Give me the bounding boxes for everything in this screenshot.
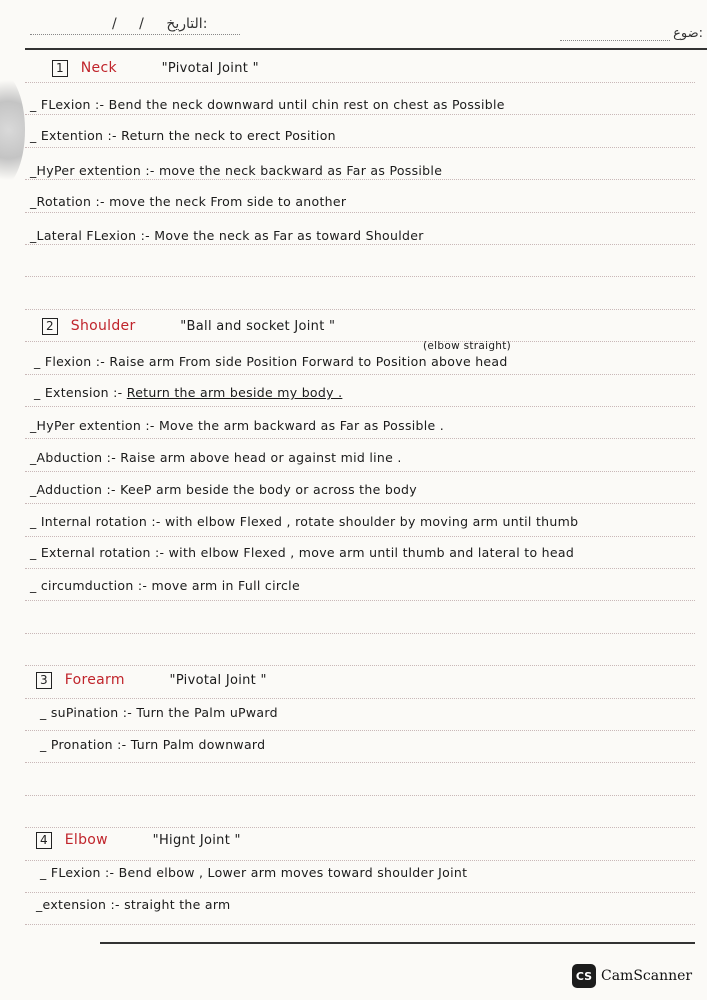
- section-title: Neck: [80, 60, 117, 76]
- rule-line: [25, 633, 695, 634]
- list-item: [30, 578, 300, 593]
- list-item: [30, 128, 336, 143]
- list-item: [30, 514, 578, 529]
- joint-type: "Ball and socket Joint ": [180, 319, 336, 334]
- bottom-rule: [100, 942, 695, 944]
- term: _Rotation :-: [30, 194, 105, 209]
- rule-line: [25, 212, 695, 213]
- term: _ Internal rotation :-: [30, 514, 161, 529]
- rule-line: [25, 795, 695, 796]
- term: _ Extention :-: [30, 128, 117, 143]
- definition: with elbow Flexed , rotate shoulder by moving arm until thumb: [164, 514, 579, 529]
- rule-line: [25, 114, 695, 115]
- date-label: التاريخ:: [166, 16, 208, 32]
- term: _HyPer extention :-: [30, 418, 155, 433]
- list-item: [30, 418, 444, 433]
- list-item: [40, 865, 467, 880]
- rule-line: [25, 503, 695, 504]
- term: _Adduction :-: [30, 482, 116, 497]
- rule-line: [25, 536, 695, 537]
- rule-line: [25, 827, 695, 828]
- rule-line: [25, 860, 695, 861]
- section-title: Shoulder: [70, 318, 136, 334]
- term: _ circumduction :-: [30, 578, 148, 593]
- term: _ Extension :-: [34, 385, 123, 400]
- rule-line: [25, 892, 695, 893]
- rule-line: [25, 730, 695, 731]
- term: _Lateral FLexion :-: [30, 228, 150, 243]
- rule-line: [25, 309, 695, 310]
- list-item: [30, 97, 505, 112]
- section-title: Forearm: [64, 672, 125, 688]
- section-number: 1: [52, 60, 68, 77]
- section-number: 3: [36, 672, 52, 689]
- section-heading: [52, 60, 259, 77]
- date-separator: /: [112, 16, 117, 32]
- term: _ Pronation :-: [40, 737, 127, 752]
- list-item: [34, 385, 342, 400]
- definition: Bend the neck downward until chin rest on chest as Possible: [108, 97, 505, 112]
- annotation-note: (elbow straight): [423, 340, 512, 352]
- list-item: [30, 194, 346, 209]
- subject-label: ضوع:: [673, 26, 703, 41]
- rule-line: [25, 698, 695, 699]
- definition: Move the arm backward as Far as Possible .: [158, 418, 445, 433]
- definition: Return the arm beside my body .: [126, 385, 343, 400]
- definition: move arm in Full circle: [151, 578, 300, 593]
- list-item: [30, 545, 574, 560]
- camscanner-name: CamScanner: [601, 968, 693, 984]
- section-heading: [36, 672, 267, 689]
- definition: with elbow Flexed , move arm until thumb and lateral to head: [168, 545, 575, 560]
- section-title: Elbow: [64, 832, 108, 848]
- rule-line: [25, 924, 695, 925]
- joint-type: "Pivotal Joint ": [161, 61, 259, 76]
- definition: Turn Palm downward: [130, 737, 266, 752]
- definition: Raise arm From side Position Forward to Position above head: [109, 354, 508, 369]
- rule-line: [25, 244, 695, 245]
- definition: Turn the Palm uPward: [136, 705, 278, 720]
- list-item: [40, 705, 278, 720]
- list-item: [34, 354, 508, 369]
- term: _extension :-: [36, 897, 120, 912]
- term: _ FLexion :-: [40, 865, 115, 880]
- list-item: [30, 228, 424, 243]
- rule-line: [25, 665, 695, 666]
- section-heading: [42, 318, 335, 335]
- section-heading: [36, 832, 241, 849]
- rule-line: [25, 82, 695, 83]
- ruled-lines: [25, 0, 695, 1000]
- date-separator: /: [139, 16, 144, 32]
- term: _ External rotation :-: [30, 545, 165, 560]
- definition: Return the neck to erect Position: [121, 128, 336, 143]
- joint-type: "Hignt Joint ": [152, 833, 241, 848]
- rule-line: [25, 600, 695, 601]
- term: _HyPer extention :-: [30, 163, 155, 178]
- definition: move the neck From side to another: [109, 194, 347, 209]
- camscanner-watermark: [572, 964, 692, 988]
- rule-line: [25, 179, 695, 180]
- definition: move the neck backward as Far as Possible: [158, 163, 443, 178]
- definition: Bend elbow , Lower arm moves toward shoulder Joint: [118, 865, 468, 880]
- list-item: [30, 482, 417, 497]
- term: _Abduction :-: [30, 450, 117, 465]
- rule-line: [25, 438, 695, 439]
- section-number: 2: [42, 318, 58, 335]
- rule-line: [25, 276, 695, 277]
- term: _ suPination :-: [40, 705, 133, 720]
- list-item: [40, 737, 265, 752]
- list-item: [30, 163, 442, 178]
- rule-line: [25, 374, 695, 375]
- definition: straight the arm: [124, 897, 231, 912]
- rule-line: [25, 762, 695, 763]
- rule-line: [25, 341, 695, 342]
- binder-ring-shadow: [0, 70, 25, 190]
- term: _ FLexion :-: [30, 97, 105, 112]
- definition: Raise arm above head or against mid line .: [120, 450, 402, 465]
- rule-line: [25, 568, 695, 569]
- rule-line: [25, 471, 695, 472]
- list-item: [30, 450, 402, 465]
- term: _ Flexion :-: [34, 354, 106, 369]
- rule-line: [25, 406, 695, 407]
- joint-type: "Pivotal Joint ": [169, 673, 267, 688]
- section-number: 4: [36, 832, 52, 849]
- definition: KeeP arm beside the body or across the body: [120, 482, 417, 497]
- camscanner-logo-icon: CS: [572, 964, 596, 988]
- definition: Move the neck as Far as toward Shoulder: [154, 228, 424, 243]
- list-item: [36, 897, 231, 912]
- rule-line: [25, 147, 695, 148]
